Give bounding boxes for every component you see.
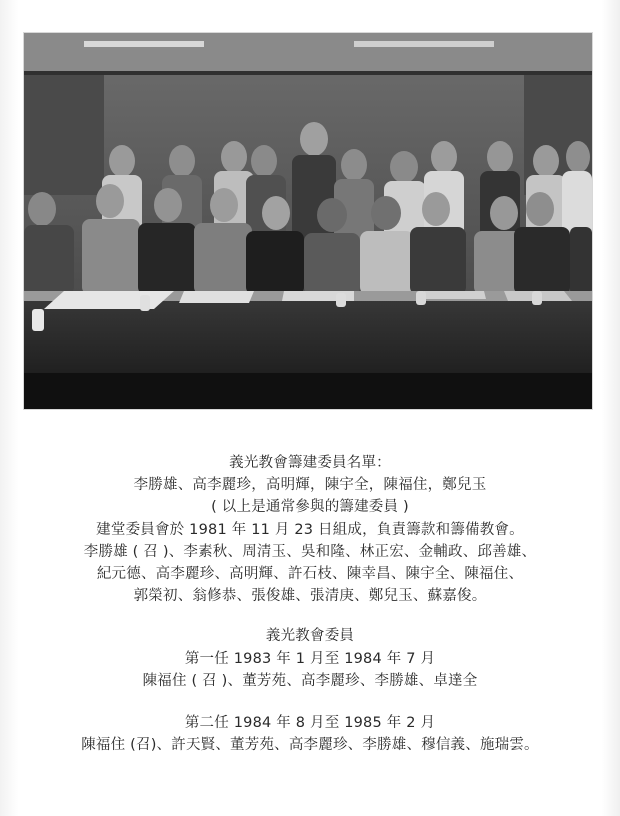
term2-members: 陳福住 (召)、許天賢、董芳苑、高李麗珍、李勝雄、穆信義、施瑞雲。: [81, 737, 539, 754]
group-photo-image: [24, 33, 592, 409]
term1-members: 陳福住 ( 召 )、董芳苑、高李麗珍、李勝雄、卓達全: [142, 672, 478, 689]
group-photo: [24, 33, 592, 409]
committee-full-list-line: 紀元德、高李麗珍、高明輝、許石枝、陳幸昌、陳宇全、陳福住、: [96, 566, 524, 583]
term2-heading: 第二任 1984 年 8 月至 1985 年 2 月: [184, 715, 436, 732]
term1-heading: 第一任 1983 年 1 月至 1984 年 7 月: [184, 650, 436, 667]
committee-full-list-line: 郭榮初、翁修恭、張俊雄、張清庚、鄭兒玉、蘇嘉俊。: [133, 588, 487, 605]
caption-text: [0, 452, 620, 756]
committee-note: ( 以上是通常參與的籌建委員 ): [211, 499, 409, 516]
church-committee-title: 義光教會委員: [265, 628, 355, 645]
committee-title: 義光教會籌建委員名單：: [229, 455, 391, 471]
committee-full-list-line: 李勝雄 ( 召 )、李素秋、周清玉、吳和隆、林正宏、金輔政、邱善雄、: [83, 543, 537, 560]
spacer: [0, 692, 620, 712]
spacer: [0, 607, 620, 625]
committee-formed: 建堂委員會於 1981 年 11 月 23 日組成，負責籌款和籌備教會。: [96, 521, 524, 538]
committee-members: 李勝雄、高李麗珍，高明輝，陳宇全，陳福住，鄭兒玉: [133, 477, 487, 494]
